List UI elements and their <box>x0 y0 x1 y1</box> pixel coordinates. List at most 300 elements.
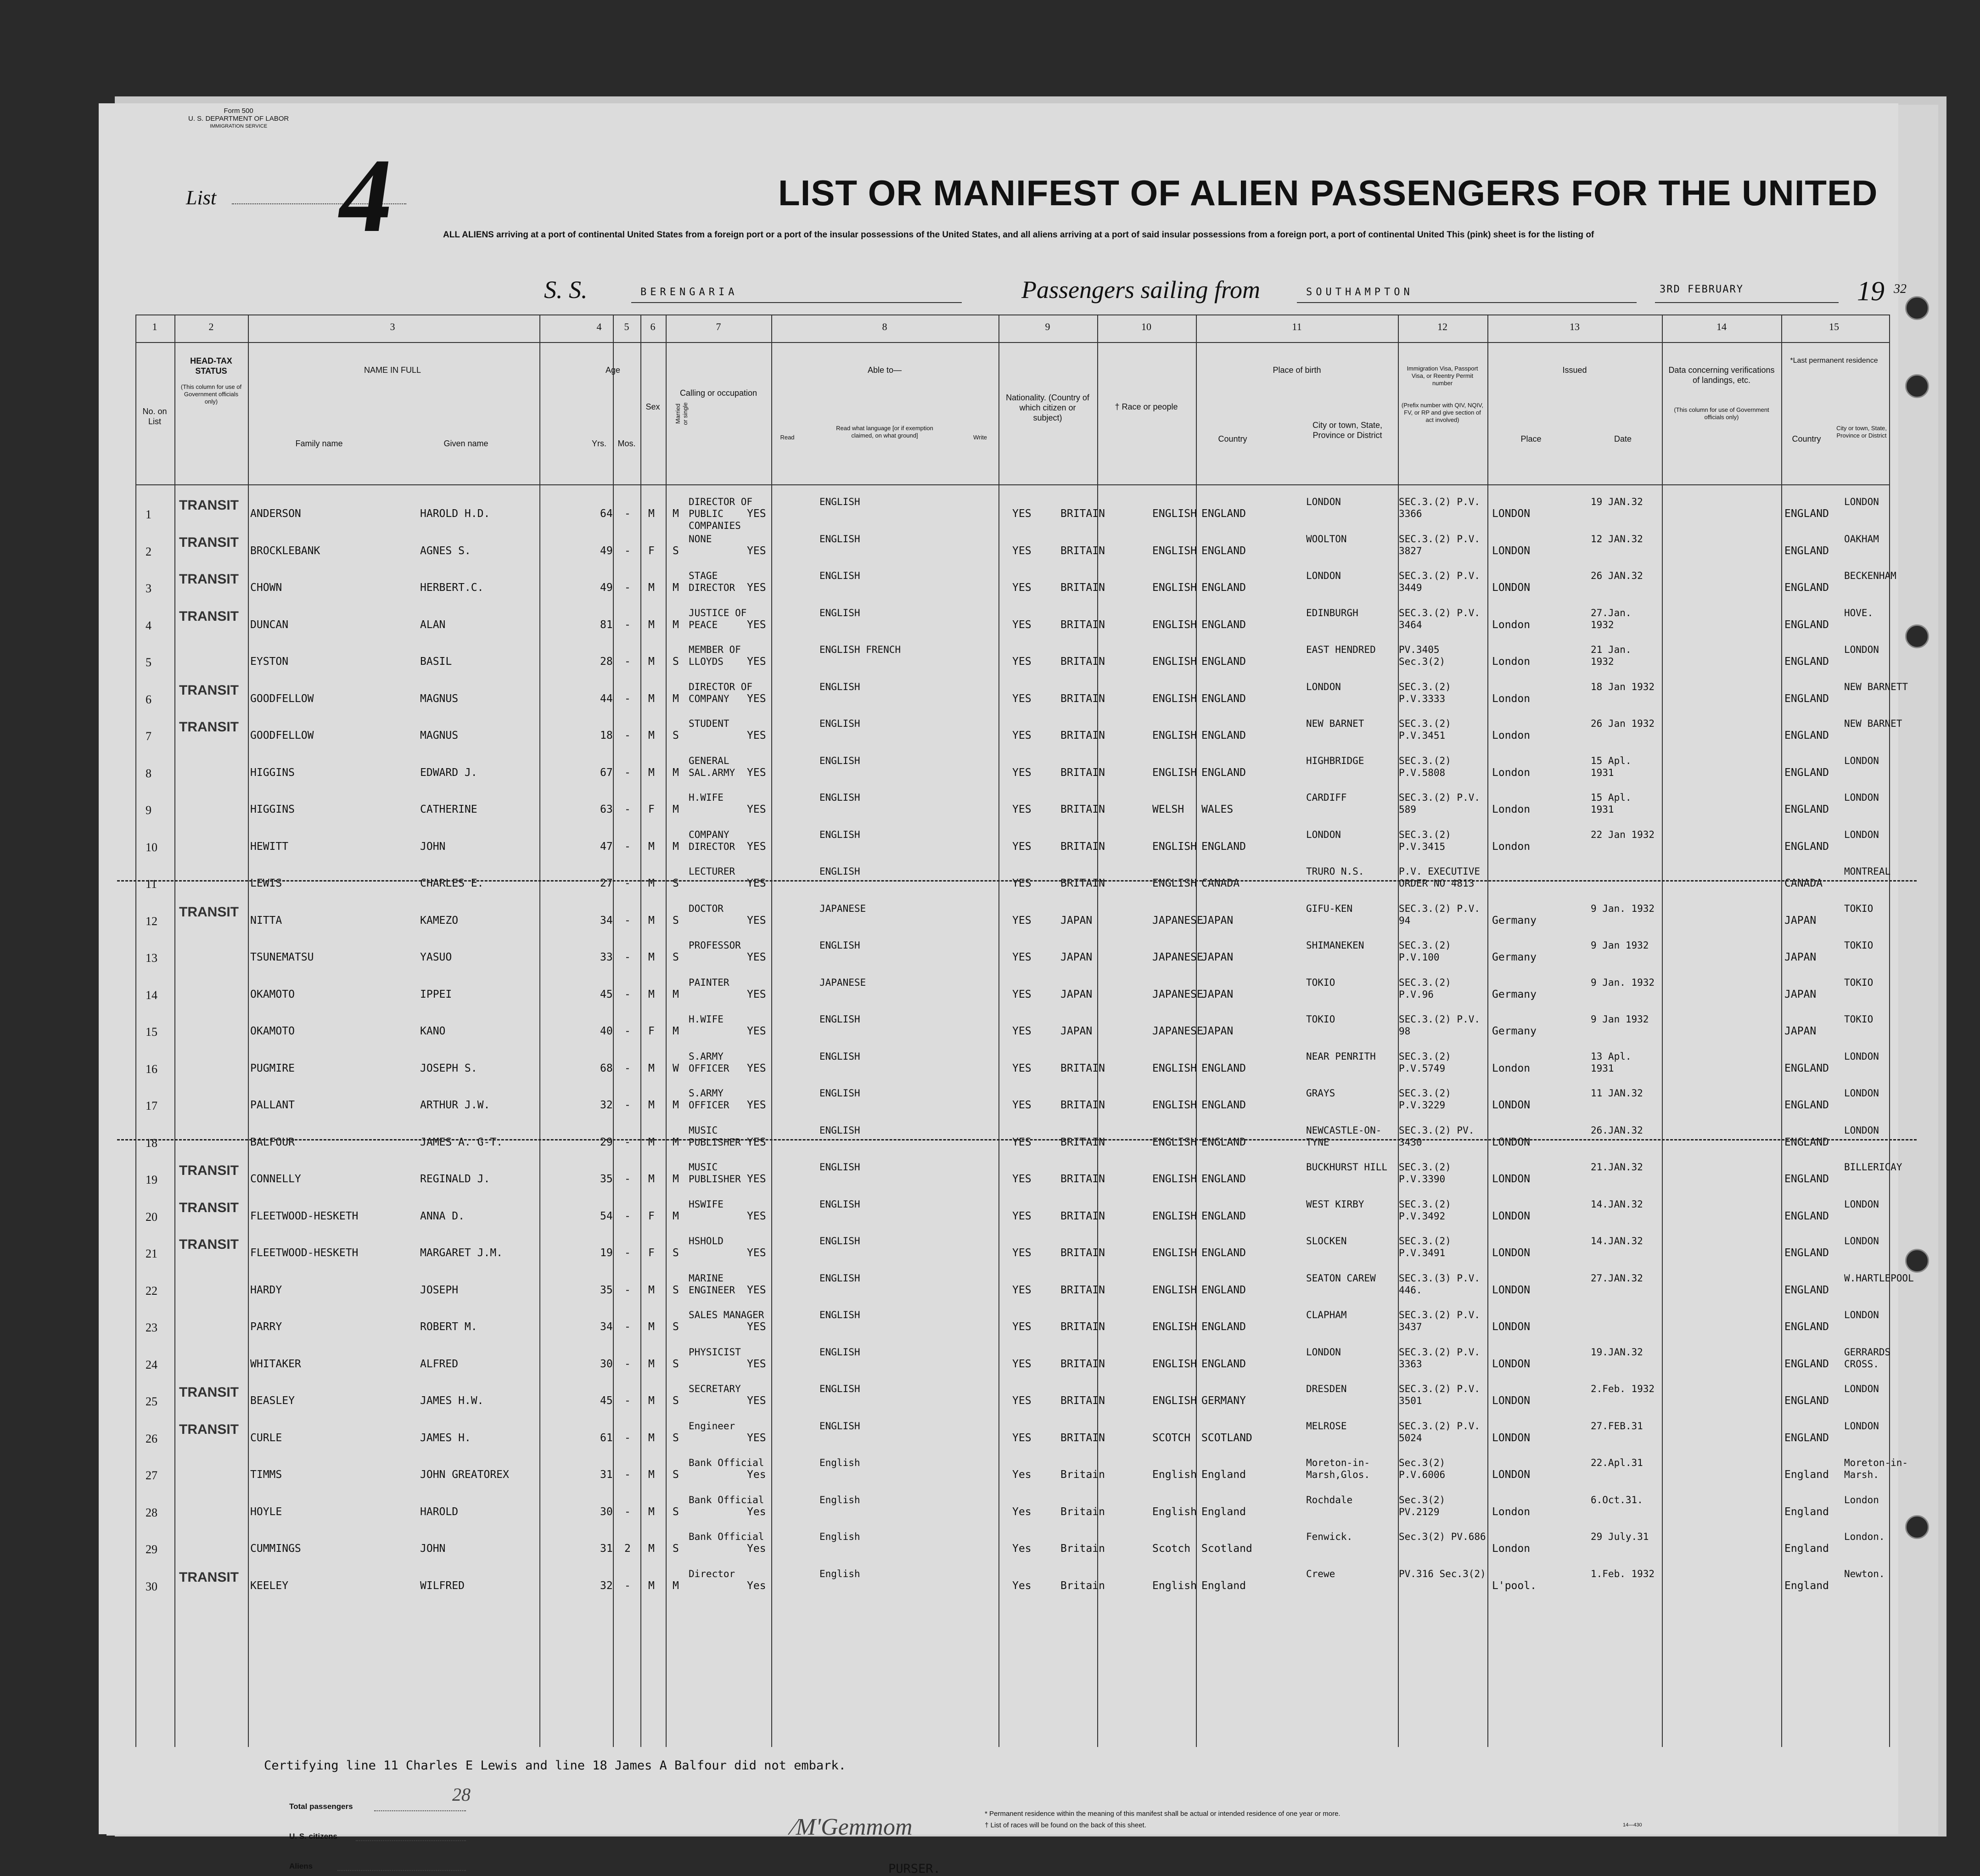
read-language: ENGLISH <box>819 1346 860 1358</box>
issued-date: 26 JAN.32 <box>1591 570 1643 581</box>
service-name: IMMIGRATION SERVICE <box>210 124 268 129</box>
issued-date: 15 Apl. 1931 <box>1591 755 1632 778</box>
birth-city: Moreton-in-Marsh,Glos. <box>1306 1457 1370 1480</box>
row-number: 17 <box>146 1099 157 1112</box>
birth-country: ENGLAND <box>1201 766 1246 779</box>
sex: M <box>648 692 655 705</box>
occupation: MUSIC PUBLISHER <box>689 1124 741 1148</box>
residence-country: ENGLAND <box>1784 1136 1829 1148</box>
table-row <box>135 1013 1889 1050</box>
marital-status: S <box>673 914 679 927</box>
nationality: BRITAIN <box>1060 1358 1105 1370</box>
nationality: BRITAIN <box>1060 1247 1105 1259</box>
visa-number: Sec.3(2) PV.2129 <box>1399 1494 1446 1517</box>
birth-city: LONDON <box>1306 570 1341 581</box>
birth-country: ENGLAND <box>1201 1210 1246 1222</box>
read-language: ENGLISH <box>819 681 860 692</box>
issued-date: 26.JAN.32 <box>1591 1124 1643 1136</box>
hdr-sex: Sex <box>645 402 660 411</box>
read-language: ENGLISH <box>819 1309 860 1320</box>
age-months: - <box>624 1062 631 1074</box>
sailing-date: 3RD FEBRUARY <box>1660 284 1744 295</box>
birth-city: LONDON <box>1306 496 1341 507</box>
family-name: HARDY <box>250 1284 282 1296</box>
birth-country: ENGLAND <box>1201 656 1246 668</box>
head-tax-stamp: TRANSIT <box>179 904 239 920</box>
row-number: 27 <box>146 1469 157 1482</box>
age-months: - <box>624 1247 631 1259</box>
residence-city: BECKENHAM <box>1844 570 1896 581</box>
read-language: English <box>819 1568 860 1579</box>
issued-place: LONDON <box>1492 1395 1531 1407</box>
family-name: EYSTON <box>250 656 289 668</box>
sex: M <box>648 1543 655 1555</box>
birth-city: EAST HENDRED <box>1306 644 1376 655</box>
residence-city: HOVE. <box>1844 607 1873 618</box>
birth-city: DRESDEN <box>1306 1383 1347 1394</box>
occupation: PHYSICIST <box>689 1346 741 1358</box>
hdr-place: Place <box>1520 434 1542 444</box>
marital-status: M <box>673 1173 679 1185</box>
purser-label: PURSER. <box>888 1862 941 1876</box>
colnum: 3 <box>390 321 395 332</box>
race: ENGLISH <box>1152 840 1197 853</box>
can-read: YES <box>747 656 766 668</box>
visa-number: SEC.3.(2) P.V. 94 <box>1399 903 1481 926</box>
can-write: YES <box>1012 656 1032 668</box>
head-tax-stamp: TRANSIT <box>179 1200 239 1215</box>
issued-date: 9 Jan 1932 <box>1591 940 1649 951</box>
nationality: BRITAIN <box>1060 766 1105 779</box>
purser-signature: ⁄M'Gemmom <box>792 1814 913 1840</box>
head-tax-stamp: TRANSIT <box>179 1421 239 1437</box>
head-tax-stamp: TRANSIT <box>179 608 239 624</box>
occupation: Bank Official <box>689 1494 764 1505</box>
residence-country: CANADA <box>1784 877 1823 889</box>
given-name: JOHN <box>420 840 446 853</box>
marital-status: W <box>673 1062 679 1074</box>
issued-date: 27.JAN.32 <box>1591 1272 1643 1284</box>
family-name: FLEETWOOD-HESKETH <box>250 1247 359 1259</box>
birth-country: ENGLAND <box>1201 1321 1246 1333</box>
row-number: 24 <box>146 1358 157 1371</box>
port-name: SOUTHAMPTON <box>1306 286 1413 298</box>
row-number: 7 <box>146 730 151 743</box>
nationality: BRITAIN <box>1060 545 1105 557</box>
can-write: YES <box>1012 1432 1032 1444</box>
read-language: ENGLISH <box>819 718 860 729</box>
can-write: YES <box>1012 988 1032 1000</box>
given-name: HAROLD H.D. <box>420 508 490 520</box>
residence-country: ENGLAND <box>1784 508 1829 520</box>
sex: M <box>648 877 655 889</box>
citizens-label: U. S. citizens <box>289 1832 337 1841</box>
occupation: Bank Official <box>689 1531 764 1542</box>
can-read: YES <box>747 582 766 594</box>
can-write: YES <box>1012 1062 1032 1074</box>
sex: F <box>648 1247 655 1259</box>
table-row <box>135 1309 1889 1346</box>
race: ENGLISH <box>1152 508 1197 520</box>
issued-date: 11 JAN.32 <box>1591 1088 1643 1099</box>
age-years: 30 <box>600 1358 613 1370</box>
marital-status: S <box>673 1505 679 1518</box>
sex: F <box>648 545 655 557</box>
head-tax-stamp: TRANSIT <box>179 682 239 698</box>
can-read: YES <box>747 730 766 741</box>
table-row <box>135 681 1908 718</box>
residence-city: MONTREAL <box>1844 866 1891 877</box>
form-header <box>188 107 289 130</box>
sex: M <box>648 1136 655 1148</box>
marital-status: S <box>673 1469 679 1481</box>
read-language: ENGLISH FRENCH <box>819 644 901 655</box>
can-read: YES <box>747 1210 766 1222</box>
date-line <box>1655 302 1839 303</box>
issued-place: LONDON <box>1492 1210 1531 1222</box>
footer-code: 14—430 <box>1623 1822 1642 1828</box>
residence-city: LONDON <box>1844 829 1879 840</box>
can-write: YES <box>1012 840 1032 853</box>
nationality: Britain <box>1060 1543 1105 1555</box>
family-name: GOODFELLOW <box>250 730 314 741</box>
residence-city: LONDON <box>1844 644 1879 655</box>
age-years: 54 <box>600 1210 613 1222</box>
binder-hole <box>1905 374 1929 398</box>
table-row <box>135 644 1889 680</box>
birth-city: NEW BARNET <box>1306 718 1364 729</box>
colnum: 11 <box>1292 321 1302 332</box>
issued-place: LONDON <box>1492 1173 1531 1185</box>
nationality: BRITAIN <box>1060 803 1105 815</box>
age-months: - <box>624 951 631 963</box>
table-row <box>135 1568 1889 1605</box>
birth-city: SEATON CAREW <box>1306 1272 1376 1284</box>
can-write: YES <box>1012 582 1032 594</box>
read-language: ENGLISH <box>819 533 860 545</box>
issued-date: 9 Jan. 1932 <box>1591 903 1655 914</box>
row-number: 15 <box>146 1025 157 1039</box>
occupation: STAGE DIRECTOR <box>689 570 735 593</box>
row-number: 11 <box>146 877 157 891</box>
birth-country: ENGLAND <box>1201 545 1246 557</box>
table-row <box>135 1457 1908 1494</box>
birth-city: TOKIO <box>1306 1014 1335 1025</box>
sex: M <box>648 1395 655 1407</box>
issued-place: Germany <box>1492 1025 1537 1037</box>
hdr-date: Date <box>1614 434 1632 444</box>
marital-status: M <box>673 618 679 631</box>
birth-city: GIFU-KEN <box>1306 903 1353 914</box>
age-years: 32 <box>600 1099 613 1111</box>
sex: M <box>648 914 655 927</box>
read-language: JAPANESE <box>819 903 866 914</box>
issued-place: London <box>1492 656 1531 668</box>
issued-date: 18 Jan 1932 <box>1591 681 1655 692</box>
sex: M <box>648 656 655 668</box>
read-language: ENGLISH <box>819 1050 860 1062</box>
birth-country: ENGLAND <box>1201 730 1246 741</box>
issued-place: London <box>1492 1505 1531 1518</box>
marital-status: M <box>673 766 679 779</box>
age-months: - <box>624 545 631 557</box>
nationality: BRITAIN <box>1060 877 1105 889</box>
nationality: Britain <box>1060 1505 1105 1518</box>
sex: M <box>648 1284 655 1296</box>
read-language: ENGLISH <box>819 1420 860 1432</box>
hdr-issued: Issued <box>1562 365 1587 375</box>
age-months: - <box>624 508 631 520</box>
family-name: CUMMINGS <box>250 1543 301 1555</box>
can-read: YES <box>747 692 766 705</box>
footnote-residence: * Permanent residence within the meaning of this manifest shall be actual or intended residence of one year or more. <box>985 1810 1341 1818</box>
can-write: YES <box>1012 766 1032 779</box>
can-read: YES <box>747 1395 766 1407</box>
marital-status: S <box>673 951 679 963</box>
can-write: YES <box>1012 803 1032 815</box>
given-name: MAGNUS <box>420 730 459 741</box>
nationality: BRITAIN <box>1060 1062 1105 1074</box>
issued-place: LONDON <box>1492 508 1531 520</box>
residence-country: ENGLAND <box>1784 1358 1829 1370</box>
residence-city: OAKHAM <box>1844 533 1879 545</box>
issued-place: London <box>1492 766 1531 779</box>
colnum: 9 <box>1045 321 1050 332</box>
occupation: STUDENT <box>689 718 729 729</box>
binder-hole <box>1905 1515 1929 1539</box>
age-months: - <box>624 1284 631 1296</box>
age-months: - <box>624 730 631 741</box>
nationality: BRITAIN <box>1060 508 1105 520</box>
birth-city: NEWCASTLE-ON-TYNE <box>1306 1124 1382 1148</box>
binder-hole <box>1905 1249 1929 1273</box>
birth-city: LONDON <box>1306 1346 1341 1358</box>
visa-number: SEC.3.(2) P.V. 589 <box>1399 792 1481 815</box>
age-years: 29 <box>600 1136 613 1148</box>
race: JAPANESE <box>1152 951 1203 963</box>
residence-city: BILLERICAY <box>1844 1162 1902 1173</box>
birth-city: BUCKHURST HILL <box>1306 1162 1388 1173</box>
hdr-mos: Mos. <box>617 439 636 448</box>
birth-city: Crewe <box>1306 1568 1335 1579</box>
row-number: 21 <box>146 1247 157 1260</box>
marital-status: S <box>673 1321 679 1333</box>
age-months: - <box>624 1099 631 1111</box>
sex: M <box>648 1358 655 1370</box>
table-row <box>135 1346 1889 1383</box>
age-years: 49 <box>600 545 613 557</box>
read-language: English <box>819 1494 860 1505</box>
residence-city: TOKIO <box>1844 1014 1873 1025</box>
can-read: YES <box>747 877 766 889</box>
residence-country: ENGLAND <box>1784 1284 1829 1296</box>
residence-country: ENGLAND <box>1784 766 1829 779</box>
age-years: 35 <box>600 1284 613 1296</box>
nationality: Britain <box>1060 1469 1105 1481</box>
binder-hole <box>1905 624 1929 648</box>
issued-place: Germany <box>1492 988 1537 1000</box>
race: English <box>1152 1469 1197 1481</box>
race: ENGLISH <box>1152 692 1197 705</box>
colnum: 8 <box>882 321 887 332</box>
issued-date: 21 Jan. 1932 <box>1591 644 1632 667</box>
nationality: BRITAIN <box>1060 618 1105 631</box>
can-read: YES <box>747 618 766 631</box>
race: English <box>1152 1579 1197 1592</box>
race: JAPANESE <box>1152 988 1203 1000</box>
age-months: - <box>624 1173 631 1185</box>
residence-city: LONDON <box>1844 1383 1879 1394</box>
age-months: - <box>624 1432 631 1444</box>
hdr-country: Country <box>1218 434 1247 444</box>
birth-city: CLAPHAM <box>1306 1309 1347 1320</box>
given-name: KAMEZO <box>420 914 459 927</box>
occupation: MUSIC PUBLISHER <box>689 1162 741 1185</box>
sex: M <box>648 840 655 853</box>
ship-row <box>544 275 1907 312</box>
residence-country: England <box>1784 1469 1829 1481</box>
marital-status: M <box>673 840 679 853</box>
nationality: JAPAN <box>1060 1025 1093 1037</box>
occupation: DIRECTOR OF PUBLIC COMPANIES <box>689 496 753 531</box>
can-read: YES <box>747 1432 766 1444</box>
residence-country: JAPAN <box>1784 988 1817 1000</box>
visa-number: SEC.3.(2) P.V.3229 <box>1399 1088 1451 1111</box>
can-write: Yes <box>1012 1469 1032 1481</box>
given-name: AGNES S. <box>420 545 471 557</box>
marital-status: M <box>673 508 679 520</box>
residence-city: LONDON <box>1844 1050 1879 1062</box>
issued-date: 22.Apl.31 <box>1591 1457 1643 1468</box>
hdr-yrs: Yrs. <box>591 439 606 448</box>
family-name: PALLANT <box>250 1099 295 1111</box>
birth-country: ENGLAND <box>1201 1358 1246 1370</box>
given-name: JAMES H. <box>420 1432 471 1444</box>
table-row <box>135 496 1889 533</box>
issued-date: 6.Oct.31. <box>1591 1494 1643 1505</box>
age-years: 67 <box>600 766 613 779</box>
binder-hole <box>1905 296 1929 320</box>
residence-city: LONDON <box>1844 792 1879 803</box>
race: ENGLISH <box>1152 656 1197 668</box>
race: WELSH <box>1152 803 1184 815</box>
race: ENGLISH <box>1152 1062 1197 1074</box>
issued-date: 19 JAN.32 <box>1591 496 1643 507</box>
marital-status: M <box>673 1136 679 1148</box>
residence-country: ENGLAND <box>1784 1247 1829 1259</box>
race: ENGLISH <box>1152 582 1197 594</box>
marital-status: S <box>673 1247 679 1259</box>
birth-country: ENGLAND <box>1201 1062 1246 1074</box>
row-number: 25 <box>146 1395 157 1408</box>
issued-place: London <box>1492 803 1531 815</box>
birth-country: ENGLAND <box>1201 692 1246 705</box>
visa-number: SEC.3.(2) P.V.3492 <box>1399 1198 1451 1222</box>
hdr-write: Write <box>973 434 987 441</box>
issued-place: Germany <box>1492 951 1537 963</box>
can-read: YES <box>747 508 766 520</box>
given-name: MARGARET J.M. <box>420 1247 503 1259</box>
head-tax-stamp: TRANSIT <box>179 719 239 735</box>
can-write: YES <box>1012 1025 1032 1037</box>
issued-place: London <box>1492 840 1531 853</box>
marital-status: M <box>673 1210 679 1222</box>
issued-date: 21.JAN.32 <box>1591 1162 1643 1173</box>
issued-place: London <box>1492 692 1531 705</box>
can-read: YES <box>747 803 766 815</box>
given-name: HERBERT.C. <box>420 582 484 594</box>
head-tax-stamp: TRANSIT <box>179 1237 239 1252</box>
family-name: KEELEY <box>250 1579 289 1592</box>
read-language: ENGLISH <box>819 1088 860 1099</box>
residence-country: ENGLAND <box>1784 1062 1829 1074</box>
total-dots <box>374 1810 466 1811</box>
table-row <box>135 1272 1914 1309</box>
residence-city: TOKIO <box>1844 977 1873 988</box>
can-write: YES <box>1012 877 1032 889</box>
nationality: BRITAIN <box>1060 1210 1105 1222</box>
given-name: REGINALD J. <box>420 1173 490 1185</box>
table-row <box>135 977 1889 1013</box>
sex: F <box>648 1210 655 1222</box>
head-tax-stamp: TRANSIT <box>179 572 239 587</box>
marital-status: S <box>673 656 679 668</box>
family-name: BALFOUR <box>250 1136 295 1148</box>
residence-city: LONDON <box>1844 1088 1879 1099</box>
birth-country: ENGLAND <box>1201 1284 1246 1296</box>
nationality: JAPAN <box>1060 914 1093 927</box>
birth-city: NEAR PENRITH <box>1306 1050 1376 1062</box>
given-name: ALAN <box>420 618 446 631</box>
nationality: JAPAN <box>1060 951 1093 963</box>
issued-place: LONDON <box>1492 582 1531 594</box>
family-name: HOYLE <box>250 1505 282 1518</box>
read-language: ENGLISH <box>819 607 860 618</box>
row-number: 6 <box>146 692 151 706</box>
marital-status: S <box>673 1358 679 1370</box>
hdr-last-res: *Last permanent residence <box>1790 357 1878 365</box>
family-name: ANDERSON <box>250 508 301 520</box>
row-number: 26 <box>146 1432 157 1445</box>
given-name: CATHERINE <box>420 803 477 815</box>
issued-date: 19.JAN.32 <box>1591 1346 1643 1358</box>
can-read: YES <box>747 1321 766 1333</box>
can-write: YES <box>1012 692 1032 705</box>
occupation: NONE <box>689 533 712 545</box>
birth-country: ENGLAND <box>1201 1247 1246 1259</box>
issued-date: 15 Apl. 1931 <box>1591 792 1632 815</box>
birth-city: WEST KIRBY <box>1306 1198 1364 1210</box>
age-years: 64 <box>600 508 613 520</box>
residence-country: ENGLAND <box>1784 656 1829 668</box>
residence-city: LONDON <box>1844 1198 1879 1210</box>
given-name: JAMES A. G-T. <box>420 1136 503 1148</box>
issued-place: LONDON <box>1492 1432 1531 1444</box>
row-number: 19 <box>146 1173 157 1186</box>
sex: M <box>648 988 655 1000</box>
can-read: Yes <box>747 1505 766 1518</box>
age-months: - <box>624 1136 631 1148</box>
row-number: 2 <box>146 545 151 558</box>
hdr-married: Married or single <box>674 402 689 425</box>
row-number: 18 <box>146 1136 157 1150</box>
issued-date: 1.Feb. 1932 <box>1591 1568 1655 1579</box>
can-write: YES <box>1012 951 1032 963</box>
hdr-head-tax: HEAD-TAX STATUS <box>190 356 232 376</box>
family-name: PARRY <box>250 1321 282 1333</box>
colnum: 15 <box>1829 321 1839 332</box>
given-name: EDWARD J. <box>420 766 477 779</box>
